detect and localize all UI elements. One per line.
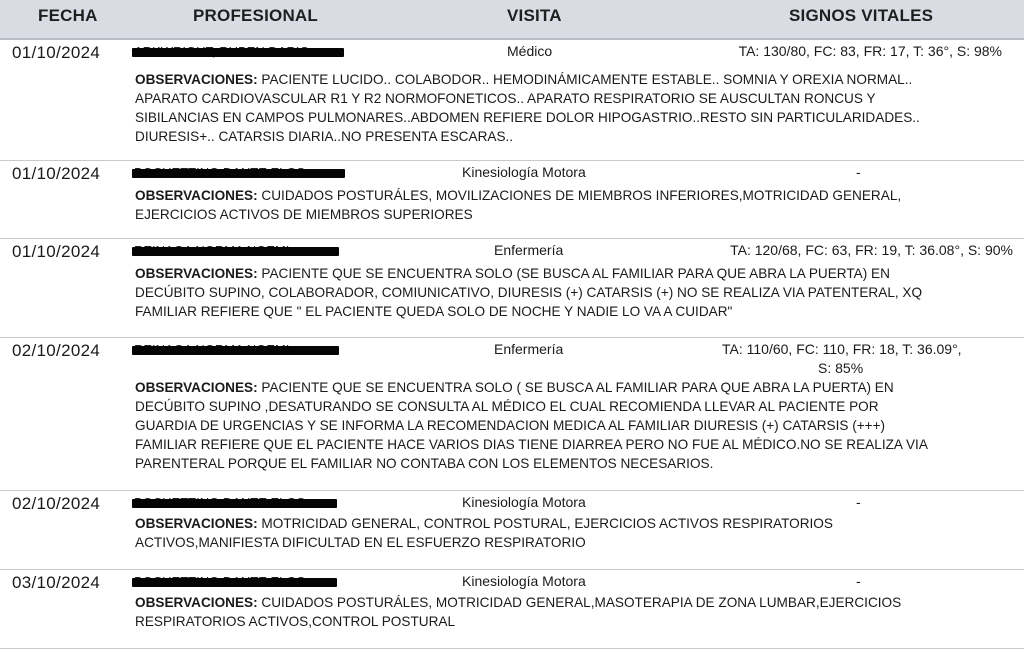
entry-fecha: 03/10/2024 bbox=[12, 573, 101, 592]
observaciones-label: OBSERVACIONES: bbox=[135, 72, 258, 87]
row-separator bbox=[0, 238, 1024, 239]
entry-observaciones bbox=[135, 70, 1015, 146]
observaciones-line: APARATO CARDIOVASCULAR R1 Y R2 NORMOFONETICOS.. APARATO RESPIRATORIO SE AUSCULTAN RONCUS Y bbox=[135, 91, 876, 106]
entry-visita: Kinesiología Motora bbox=[462, 494, 586, 510]
entry-visita: Enfermería bbox=[494, 242, 564, 258]
header-fecha: FECHA bbox=[38, 6, 98, 25]
observaciones-line: OBSERVACIONES: PACIENTE QUE SE ENCUENTRA SOLO ( SE BUSCA AL FAMILIAR PARA QUE ABRA LA PUERTA) EN bbox=[135, 380, 894, 395]
redaction-bar bbox=[132, 247, 339, 256]
row-separator bbox=[0, 337, 1024, 338]
entry-visita: Kinesiología Motora bbox=[462, 164, 586, 180]
entry-signos-vitales: TA: 130/80, FC: 83, FR: 17, T: 36°, S: 98% bbox=[738, 43, 1002, 59]
observaciones-line: RESPIRATORIOS ACTIVOS,CONTROL POSTURAL bbox=[135, 614, 456, 629]
observaciones-line: FAMILIAR REFIERE QUE EL PACIENTE HACE VARIOS DIAS TIENE DIARREA PERO NO FUE AL MÉDICO.NO SE REALIZA VIA bbox=[135, 437, 928, 452]
entry-fecha: 02/10/2024 bbox=[12, 341, 101, 360]
entry-observaciones bbox=[135, 264, 1015, 321]
observaciones-label: OBSERVACIONES: bbox=[135, 380, 258, 395]
table-header bbox=[0, 0, 1024, 40]
entry-signos-vitales: - bbox=[856, 494, 861, 510]
entry-observaciones bbox=[135, 514, 1015, 552]
observaciones-line: OBSERVACIONES: MOTRICIDAD GENERAL, CONTROL POSTURAL, EJERCICIOS ACTIVOS RESPIRATORIOS bbox=[135, 516, 833, 531]
header-signos-vitales: SIGNOS VITALES bbox=[789, 6, 934, 25]
entry-visita: Enfermería bbox=[494, 341, 564, 357]
entry-signos-vitales-cont: S: 85% bbox=[818, 360, 864, 376]
observaciones-line: DECÚBITO SUPINO, COLABORADOR, COMIUNICATIVO, DIURESIS (+) CATARSIS (+) NO SE REALIZA VIA PATENTERAL, XQ bbox=[135, 285, 923, 300]
row-separator bbox=[0, 160, 1024, 161]
observaciones-label: OBSERVACIONES: bbox=[135, 266, 258, 281]
row-separator bbox=[0, 569, 1024, 570]
observaciones-label: OBSERVACIONES: bbox=[135, 516, 258, 531]
observaciones-line: EJERCICIOS ACTIVOS DE MIEMBROS SUPERIORES bbox=[135, 207, 473, 222]
observaciones-line: OBSERVACIONES: CUIDADOS POSTURÁLES, MOVILIZACIONES DE MIEMBROS INFERIORES,MOTRICIDAD GENERAL, bbox=[135, 188, 902, 203]
observaciones-line: DECÚBITO SUPINO ,DESATURANDO SE CONSULTA AL MÉDICO EL CUAL RECOMIENDA LLEVAR AL PACIENTE POR bbox=[135, 399, 879, 414]
observaciones-line: OBSERVACIONES: PACIENTE LUCIDO.. COLABODOR.. HEMODINÁMICAMENTE ESTABLE.. SOMNIA Y OREXIA NORMAL.. bbox=[135, 72, 913, 87]
observaciones-line: OBSERVACIONES: CUIDADOS POSTURÁLES, MOTRICIDAD GENERAL,MASOTERAPIA DE ZONA LUMBAR,EJERCICIOS bbox=[135, 595, 902, 610]
observaciones-line: GUARDIA DE URGENCIAS Y SE INFORMA LA RECOMENDACION MEDICA AL FAMILIAR DIURESIS (+) CATARSIS (+++) bbox=[135, 418, 886, 433]
entry-fecha: 01/10/2024 bbox=[12, 43, 101, 62]
observaciones-line: DIURESIS+.. CATARSIS DIARIA..NO PRESENTA ESCARAS.. bbox=[135, 129, 514, 144]
entry-fecha: 01/10/2024 bbox=[12, 164, 101, 183]
observaciones-line: PARENTERAL PORQUE EL FAMILIAR NO CONTABA CON LOS ELEMENTOS NECESARIOS. bbox=[135, 456, 714, 471]
redaction-bar bbox=[132, 578, 337, 587]
entry-signos-vitales: - bbox=[856, 164, 861, 180]
observaciones-label: OBSERVACIONES: bbox=[135, 595, 258, 610]
redaction-bar bbox=[132, 346, 339, 355]
row-separator bbox=[0, 490, 1024, 491]
entry-visita: Médico bbox=[507, 43, 553, 59]
redaction-bar bbox=[132, 499, 337, 508]
entry-signos-vitales: TA: 120/68, FC: 63, FR: 19, T: 36.08°, S: 90% bbox=[730, 242, 1013, 258]
entry-fecha: 02/10/2024 bbox=[12, 494, 101, 513]
entry-observaciones bbox=[135, 378, 1015, 473]
entry-observaciones bbox=[135, 186, 1015, 224]
header-profesional: PROFESIONAL bbox=[193, 6, 318, 25]
header-visita: VISITA bbox=[507, 6, 562, 25]
entry-signos-vitales: TA: 110/60, FC: 110, FR: 18, T: 36.09°, bbox=[722, 341, 962, 357]
observaciones-line: OBSERVACIONES: PACIENTE QUE SE ENCUENTRA SOLO (SE BUSCA AL FAMILIAR PARA QUE ABRA LA PUERTA) EN bbox=[135, 266, 890, 281]
observaciones-line: FAMILIAR REFIERE QUE " EL PACIENTE QUEDA SOLO DE NOCHE Y NADIE LO VA A CUIDAR" bbox=[135, 304, 733, 319]
observaciones-label: OBSERVACIONES: bbox=[135, 188, 258, 203]
redaction-bar bbox=[132, 169, 345, 178]
entry-visita: Kinesiología Motora bbox=[462, 573, 586, 589]
row-separator bbox=[0, 648, 1024, 649]
observaciones-line: ACTIVOS,MANIFIESTA DIFICULTAD EN EL ESFUERZO RESPIRATORIO bbox=[135, 535, 586, 550]
redaction-bar bbox=[132, 48, 344, 57]
entry-fecha: 01/10/2024 bbox=[12, 242, 101, 261]
entry-observaciones bbox=[135, 593, 1015, 631]
entry-signos-vitales: - bbox=[856, 573, 861, 589]
observaciones-line: SIBILANCIAS EN CAMPOS PULMONARES..ABDOMEN REFIERE DOLOR HIPOGASTRIO..RESTO SIN PARTICULARIDADES.. bbox=[135, 110, 920, 125]
